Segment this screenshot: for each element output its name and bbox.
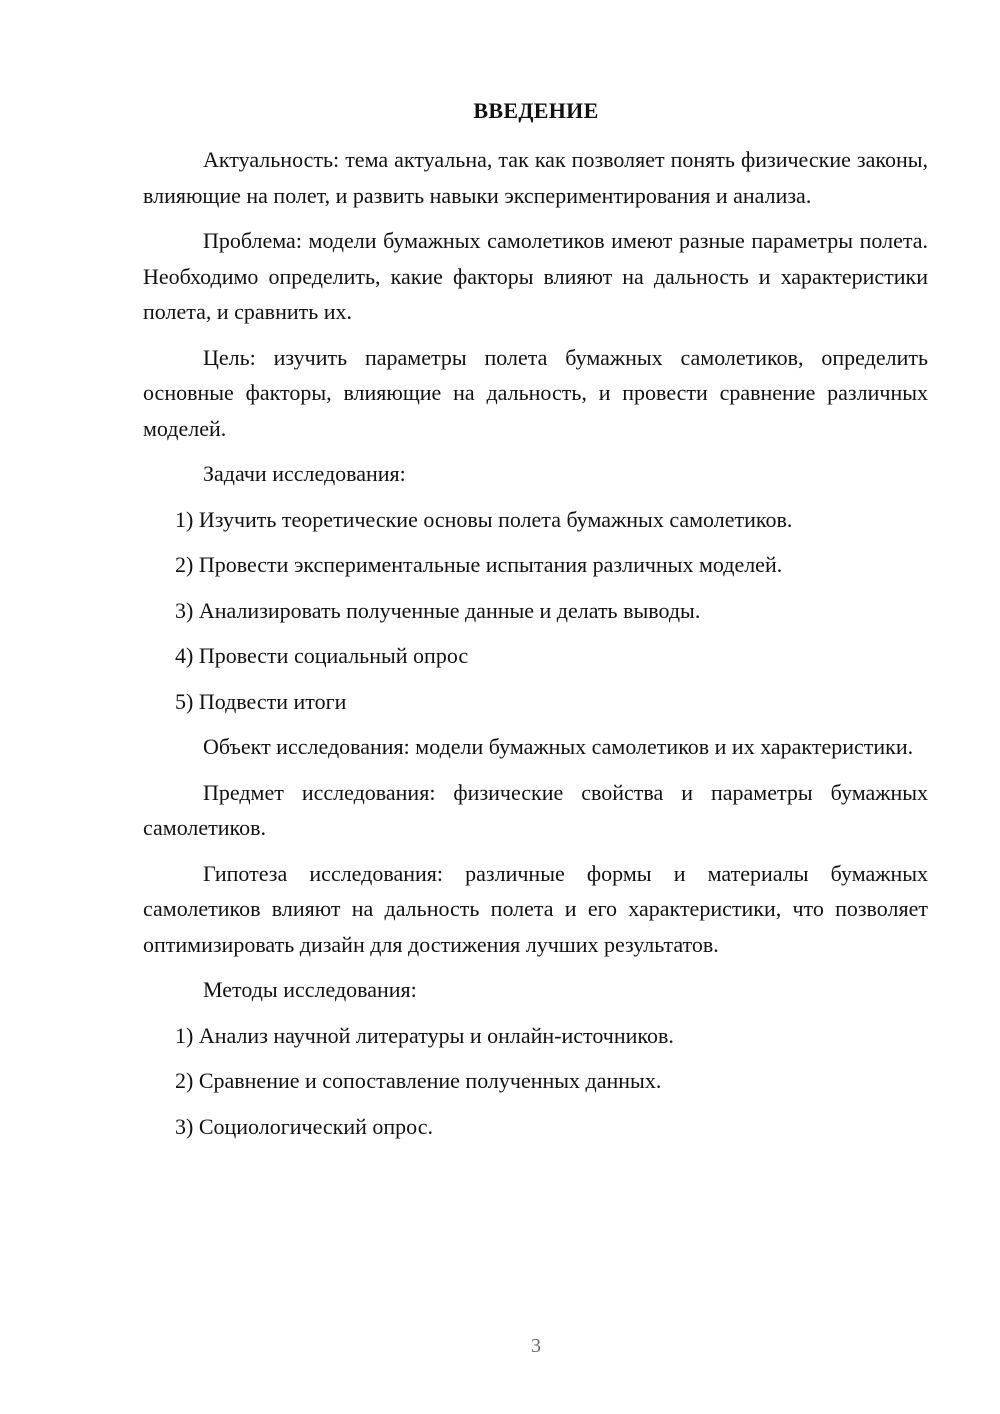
problem-paragraph: Проблема: модели бумажных самолетиков имеют разные параметры полета. Необходимо определить, какие факторы влияют на дальность и характеристики полета, и сравнить их. xyxy=(143,228,928,324)
list-item: 2) Провести экспериментальные испытания различных моделей. xyxy=(175,552,783,577)
relevance-paragraph: Актуальность: тема актуальна, так как позволяет понять физические законы, влияющие на полет, и развить навыки экспериментирования и анализа. xyxy=(143,147,928,208)
document-body xyxy=(143,142,928,1154)
tasks-list xyxy=(143,502,928,720)
methods-title: Методы исследования: xyxy=(203,977,417,1002)
goal-paragraph: Цель: изучить параметры полета бумажных самолетиков, определить основные факторы, влияющие на дальность, и провести сравнение различных моделей. xyxy=(143,344,928,441)
hypothesis-paragraph: Гипотеза исследования: различные формы и материалы бумажных самолетиков влияют на дальность полета и его характеристики, что позволяет оптимизировать дизайн для достижения лучших результатов. xyxy=(143,860,928,957)
list-item: 1) Изучить теоретические основы полета бумажных самолетиков. xyxy=(175,506,793,532)
list-item: 5) Подвести итоги xyxy=(175,688,347,714)
list-item: 3) Социологический опрос. xyxy=(175,1113,433,1139)
list-item: 3) Анализировать полученные данные и делать выводы. xyxy=(175,597,701,623)
list-item: 1) Анализ научной литературы и онлайн-источников. xyxy=(175,1022,674,1048)
page-number: 3 xyxy=(531,1335,541,1357)
list-item: 2) Сравнение и сопоставление полученных данных. xyxy=(175,1068,662,1093)
page-title: ВВЕДЕНИЕ xyxy=(473,98,599,123)
object-paragraph: Объект исследования: модели бумажных самолетиков и их характеристики. xyxy=(203,734,914,759)
subject-paragraph: Предмет исследования: физические свойства и параметры бумажных самолетиков. xyxy=(143,779,928,840)
list-item: 4) Провести социальный опрос xyxy=(175,643,469,668)
methods-list xyxy=(143,1018,928,1145)
tasks-title: Задачи исследования: xyxy=(203,461,406,486)
